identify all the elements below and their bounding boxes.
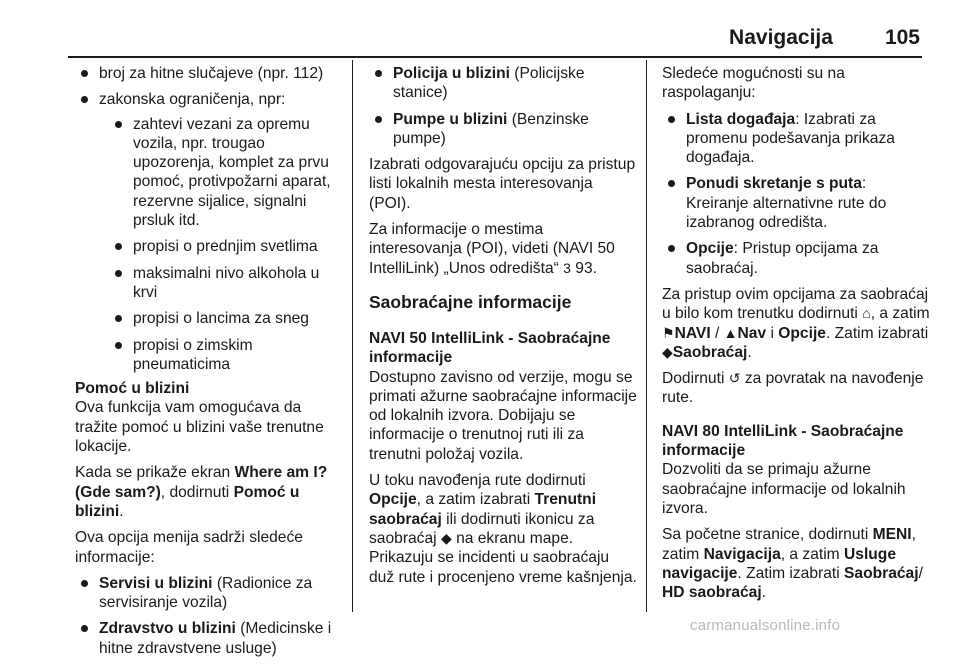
paragraph: Kada se prikaže ekran Where am I? (Gde sam?), dodirnuti Pomoć u blizini.: [75, 464, 328, 520]
column-3: [662, 64, 930, 609]
paragraph: Sledeće mogućnosti su na raspolaganju:: [662, 65, 845, 102]
nearby-help-list-cont: [369, 64, 637, 148]
emergency-info-list: [75, 64, 343, 374]
page-title: Navigacija: [729, 26, 833, 49]
header-rule: [68, 56, 922, 58]
section-heading: Pomoć u blizini: [75, 380, 190, 398]
list-item: propisi o lancima za sneg: [109, 309, 343, 328]
paragraph: Dozvoliti da se primaju ažurne saobraćajne informacije od lokalnih izvora.: [662, 461, 906, 517]
section-title: Saobraćajne informacije: [369, 291, 572, 312]
list-item: Policija u blizini (Policijske stanice): [369, 64, 637, 103]
list-item: propisi o zimskim pneumaticima: [109, 336, 343, 375]
column-divider-2: [646, 60, 647, 612]
subsection-heading: NAVI 50 IntelliLink - Saobraćajne informacije: [369, 329, 611, 367]
page-number: 105: [884, 26, 920, 49]
list-item: Lista događaja: Izabrati za promenu podešavanja prikaza događaja.: [662, 110, 930, 168]
paragraph: Izabrati odgovarajuću opciju za pristup listi lokalnih mesta interesovanja (POI).: [369, 156, 636, 212]
back-arrow-icon: ↺: [728, 370, 741, 387]
list-item: Ponudi skretanje s puta: Kreiranje alternativne rute do izabranog odredišta.: [662, 174, 930, 232]
paragraph: Ova funkcija vam omogućava da tražite pomoć u blizini vaše trenutne lokacije.: [75, 399, 324, 456]
subsection-heading: NAVI 80 IntelliLink - Saobraćajne informacije: [662, 422, 904, 460]
nearby-help-list: [75, 574, 343, 658]
home-icon: ⌂: [862, 305, 871, 322]
column-2: [369, 64, 637, 594]
watermark: carmanualsonline.info: [690, 617, 841, 634]
traffic-icon: ◆: [440, 529, 452, 546]
list-item: Opcije: Pristup opcijama za saobraćaj.: [662, 239, 930, 278]
list-item: Zdravstvo u blizini (Medicinske i hitne zdravstvene usluge): [75, 619, 343, 658]
reference-arrow-icon: 3: [563, 259, 571, 276]
list-item: zahtevi vezani za opremu vozila, npr. trougao upozorenja, komplet za prvu pomoć, protivpožarni aparat, rezervne sijalice, signalni prsluk itd.: [109, 115, 343, 231]
legal-limits-list: [109, 115, 343, 375]
list-item: Pumpe u blizini (Benzinske pumpe): [369, 110, 637, 149]
paragraph: Dodirnuti ↺ za povratak na navođenje rute.: [662, 370, 924, 407]
list-item: broj za hitne slučajeve (npr. 112): [75, 64, 343, 83]
list-item: maksimalni nivo alkohola u krvi: [109, 264, 343, 303]
column-1: [75, 64, 343, 665]
paragraph: Dostupno zavisno od verzije, mogu se primati ažurne saobraćajne informacije od lokalnih izvora. Dobijaju se informacije o trenutnoj ruti ili za trenutni položaj vozila.: [369, 368, 637, 463]
list-item: zakonska ograničenja, npr: zahtevi vezani za opremu vozila, npr. trougao upozorenja, komplet za prvu pomoć, protivpožarni aparat, rezervne sijalice, signalni prsluk itd. propisi o prednjim svetlima maksimalni nivo alkohola u krvi propisi o lancima za sneg propisi o zimskim pneumaticima: [75, 90, 343, 374]
page-header: [0, 26, 920, 56]
paragraph: Ova opcija menija sadrži sledeće informacije:: [75, 529, 303, 566]
paragraph: Za pristup ovim opcijama za saobraćaj u bilo kom trenutku dodirnuti ⌂, a zatim ⚑NAVI / ▲Nav i Opcije. Zatim izabrati ◆Saobraćaj.: [662, 285, 930, 361]
list-item: Servisi u blizini (Radionice za servisiranje vozila): [75, 574, 343, 613]
traffic-options-list: [662, 110, 930, 278]
traffic-icon: ◆: [662, 343, 673, 360]
flag-icon: ⚑: [662, 324, 675, 341]
list-item: propisi o prednjim svetlima: [109, 237, 343, 256]
paragraph: Za informacije o mestima interesovanja (POI), videti (NAVI 50 IntelliLink) „Unos odredišta“ 3 93.: [369, 221, 615, 277]
paragraph: Sa početne stranice, dodirnuti MENI, zatim Navigacija, a zatim Usluge navigacije. Zatim izabrati Saobraćaj/ HD saobraćaj.: [662, 526, 923, 602]
paragraph: U toku navođenja rute dodirnuti Opcije, a zatim izabrati Trenutni saobraćaj ili dodirnuti ikonicu za saobraćaj ◆ na ekranu mape. Prikazuju se incidenti u saobraćaju duž rute i procenjeno vreme kašnjenja.: [369, 472, 637, 586]
navigation-arrow-icon: ▲: [723, 324, 738, 341]
column-divider-1: [352, 60, 353, 612]
